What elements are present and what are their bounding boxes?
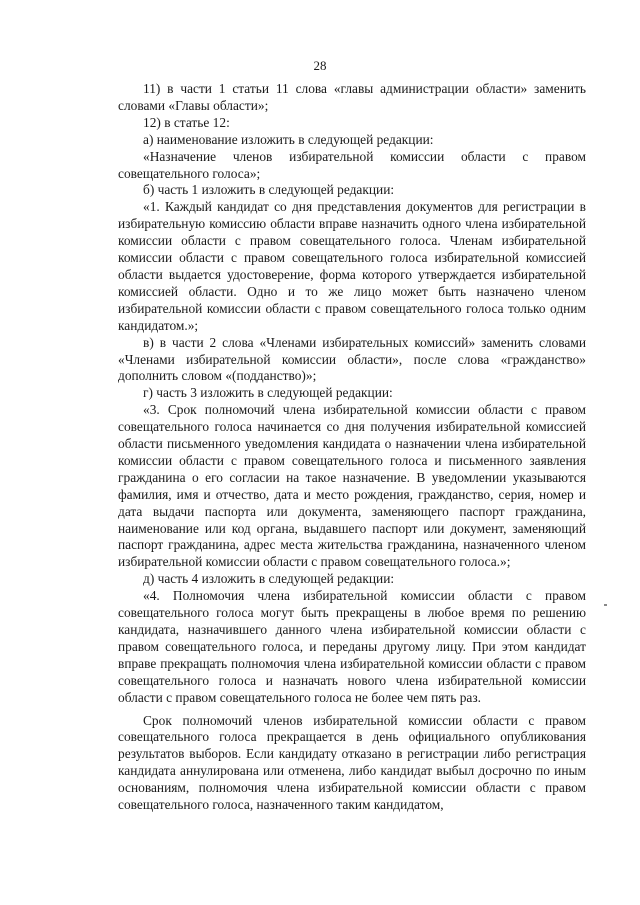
margin-mark [604, 604, 607, 606]
document-body [118, 81, 586, 814]
paragraph-subitem-b: б) часть 1 изложить в следующей редакции: [143, 182, 395, 198]
paragraph-item-11: 11) в части 1 статьи 11 слова «главы администрации области» заменить словами «Главы области»; [118, 81, 586, 113]
paragraph-quote-part-1: «1. Каждый кандидат со дня представления документов для регистрации в избирательную комиссию области вправе назначить одного члена избирательной комиссии области с правом совещательного голоса. Членам избирательной комиссии области с правом совещательного голоса избирательной комиссией области выдается удостоверение, форма которого утверждается избирательной комиссией области. Одно и то же лицо может быть назначено членом избирательной комиссии области с правом совещательного голоса только одним кандидатом.»; [118, 199, 586, 333]
paragraph-quote-title: «Назначение членов избирательной комиссии области с правом совещательного голоса»; [118, 148, 586, 181]
paragraph-subitem-v: в) в части 2 слова «Членами избирательных комиссий» заменить словами «Членами избирательной комиссии области», после слова «гражданство» дополнить словом «(подданство)»; [118, 334, 586, 384]
paragraph-subitem-d: д) часть 4 изложить в следующей редакции: [143, 571, 395, 587]
paragraph-quote-part-3: «3. Срок полномочий члена избирательной комиссии области с правом совещательного голоса начинается со дня получения избирательной комиссией области письменного уведомления кандидата о назначении члена избирательной комиссии области с правом совещательного голоса и письменного заявления гражданина о его согласии на такое назначение. В уведомлении указываются фамилия, имя и отчество, дата и место рождения, гражданство, серия, номер и дата выдачи паспорта или документа, заменяющего паспорт гражданина, наименование или код органа, выдавшего паспорт или документ, заменяющий паспорт гражданина, адрес места жительства гражданина, назначенного членом избирательной комиссии области с правом совещательного голоса.»; [118, 402, 586, 570]
paragraph-subitem-a: а) наименование изложить в следующей редакции: [143, 131, 434, 147]
paragraph-item-12: 12) в статье 12: [143, 114, 230, 130]
page-number: 28 [313, 58, 327, 73]
paragraph-subitem-g: г) часть 3 изложить в следующей редакции: [143, 385, 393, 401]
paragraph-quote-part-4: «4. Полномочия члена избирательной комиссии области с правом совещательного голоса могут быть прекращены в любое время по решению кандидата, назначившего данного члена избирательной комиссии области с правом совещательного голоса, и переданы другому лицу. При этом кандидат вправе прекращать полномочия члена избирательной комиссии области с правом совещательного голоса и назначать нового члена избирательной комиссии области с правом совещательного голоса не более чем пять раз. [118, 588, 586, 705]
paragraph-term-of-office: Срок полномочий членов избирательной комиссии области с правом совещательного голоса прекращается в день официального опубликования результатов выборов. Если кандидату отказано в регистрации либо регистрация кандидата аннулирована или отменена, либо кандидат выбыл досрочно по иным основаниям, полномочия члена избирательной комиссии области с правом совещательного голоса, назначенного таким кандидатом, [118, 712, 586, 813]
